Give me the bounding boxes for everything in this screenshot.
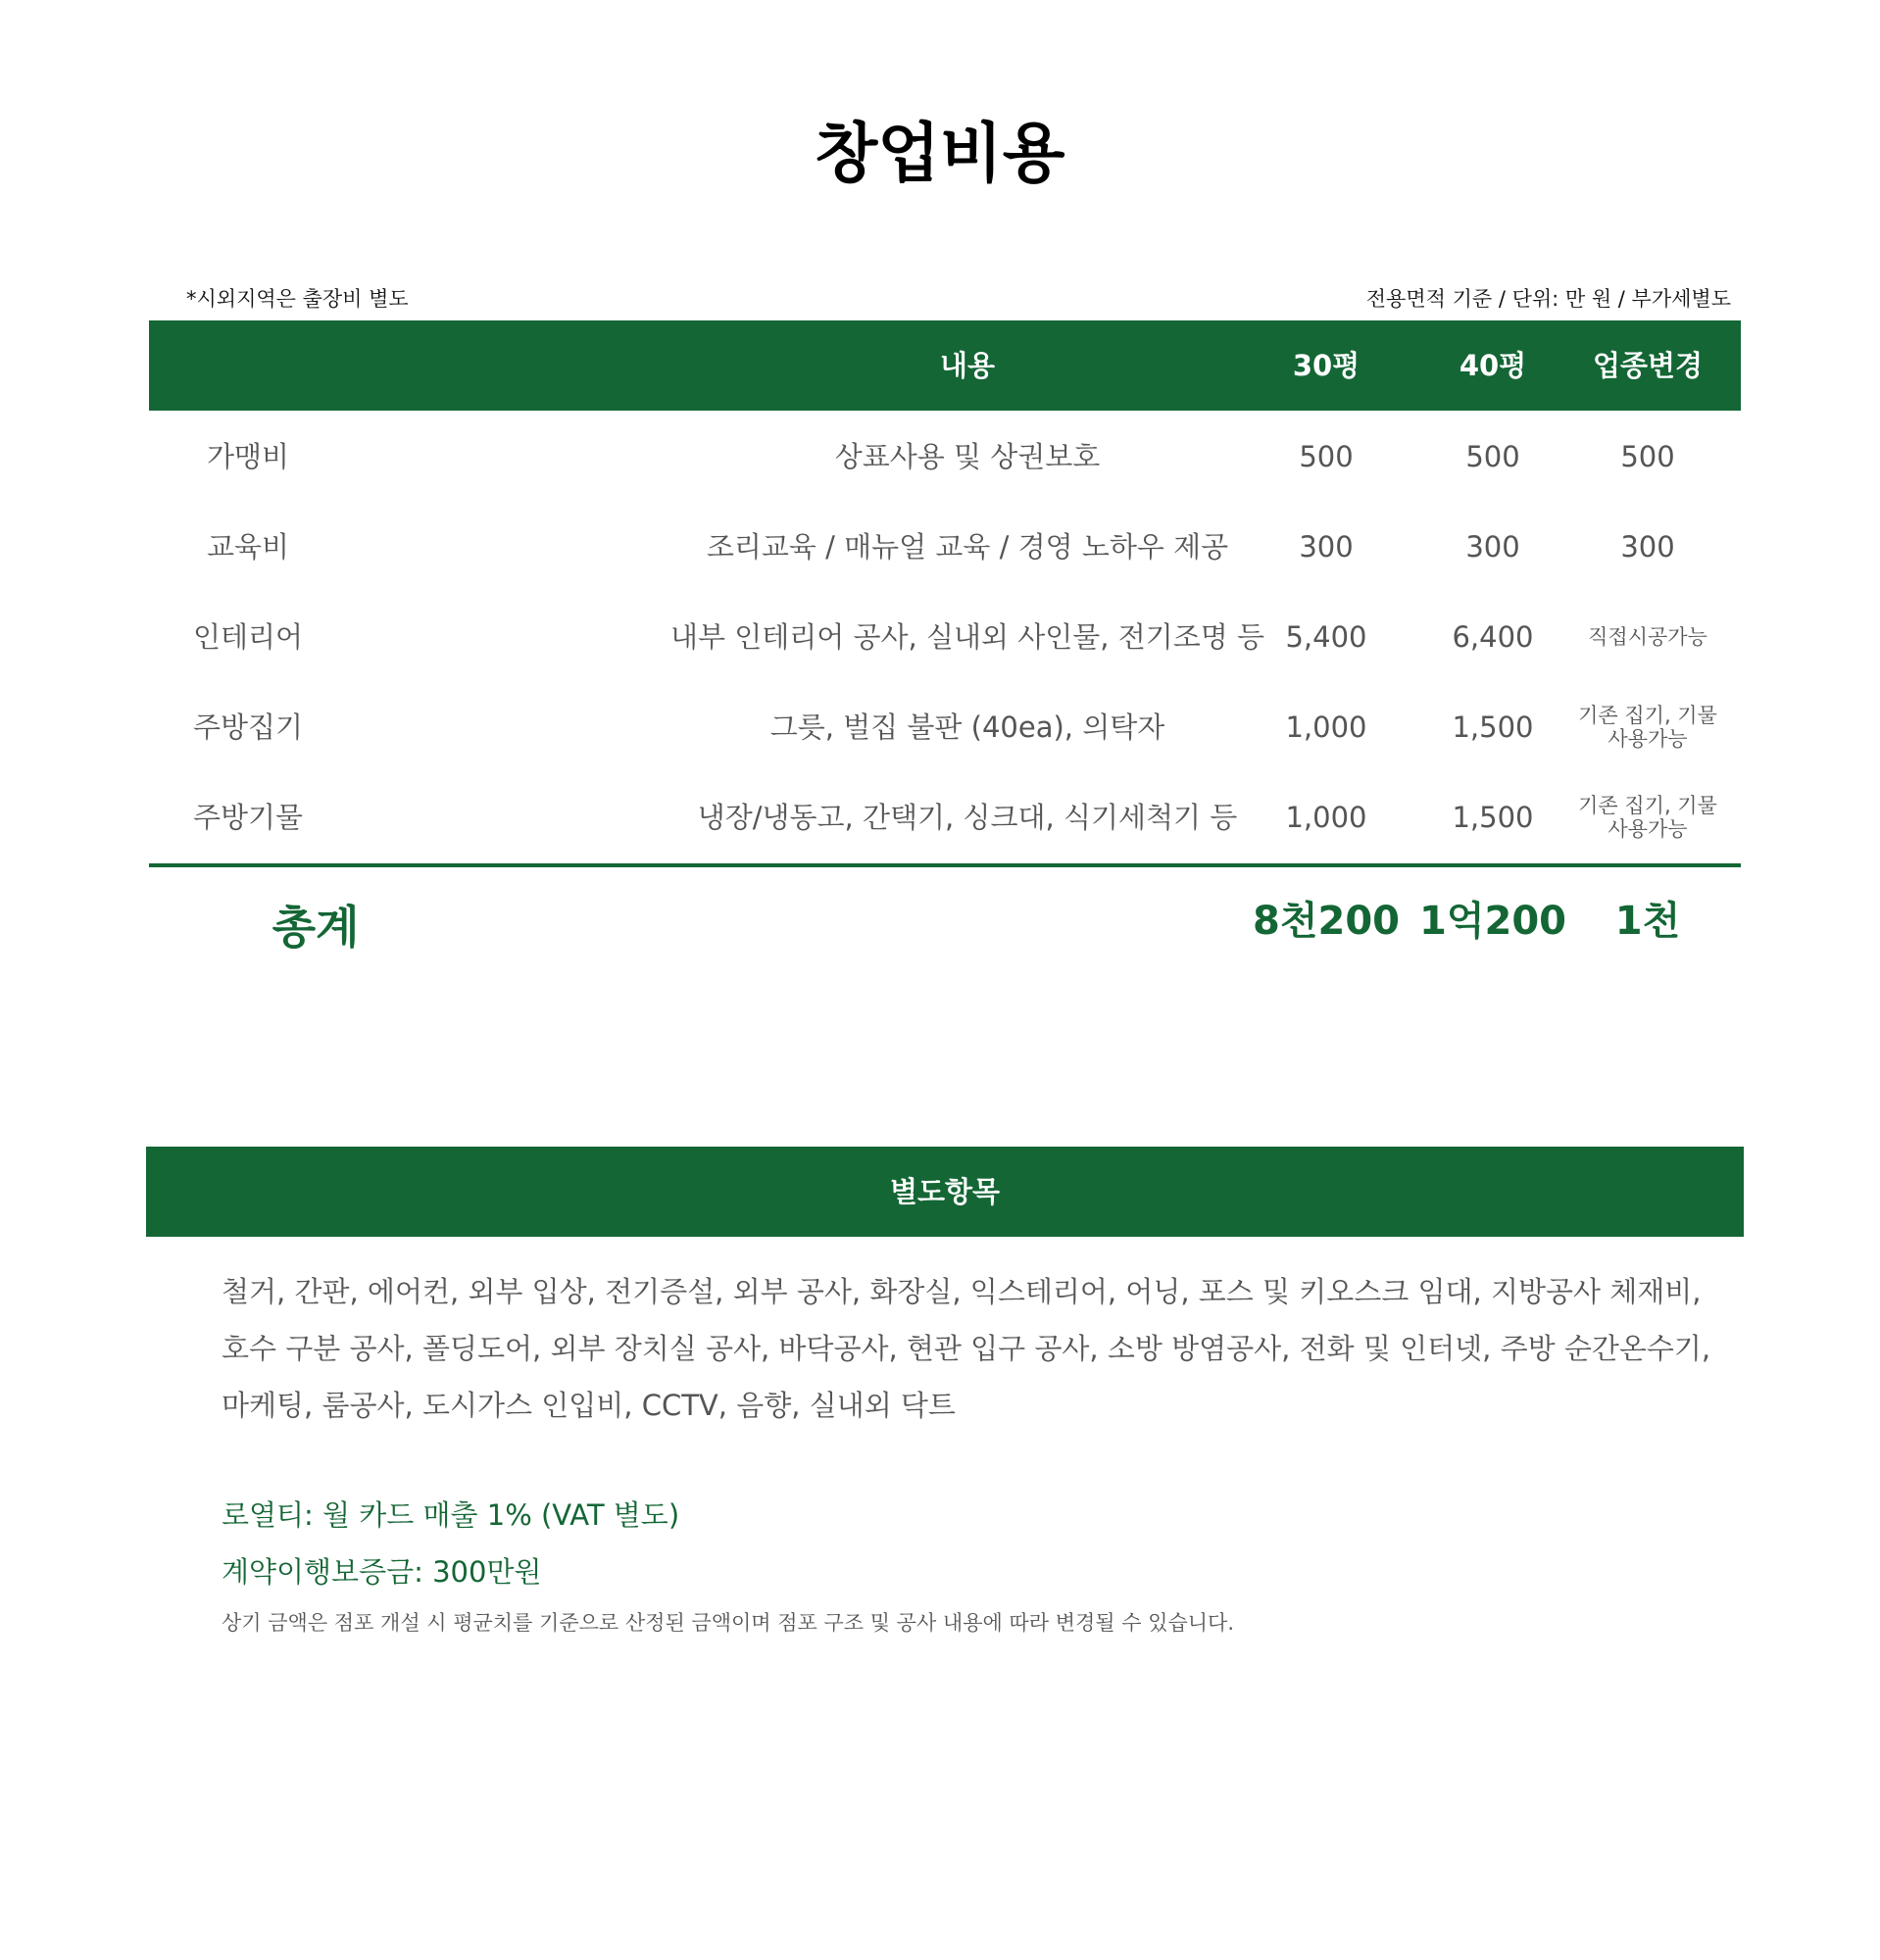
row-change [1555,794,1741,841]
row-change-line2: 사용가능 [1608,727,1688,751]
extras-heading: 별도항목 [146,1147,1744,1237]
row-change: 500 [1620,440,1675,473]
row-change: 직접시공가능 [1588,625,1707,649]
total-change: 1천 [1614,899,1681,944]
cost-table-header [149,320,1741,411]
unit-note: 전용면적 기준 / 단위: 만 원 / 부가세별도 [1365,287,1731,311]
row-item: 가맹비 [206,440,290,473]
row-change: 300 [1620,530,1675,564]
row-40py: 6,400 [1452,620,1534,654]
total-row [149,877,1741,965]
table-divider [149,863,1741,867]
total-label: 총계 [272,901,360,954]
row-content: 조리교육 / 매뉴얼 교육 / 경영 노하우 제공 [706,530,1229,564]
row-30py: 1,000 [1285,801,1367,834]
row-change-line2: 사용가능 [1608,817,1688,841]
row-item: 교육비 [206,530,290,564]
extras-line: 철거, 간판, 에어컨, 외부 입상, 전기증설, 외부 공사, 화장실, 익스테리어, 어닝, 포스 및 키오스크 임대, 지방공사 체재비, [222,1275,1702,1308]
row-30py: 1,000 [1285,710,1367,744]
page-title: 창업비용 [815,116,1065,191]
row-content: 냉장/냉동고, 간택기, 싱크대, 식기세척기 등 [697,801,1238,834]
row-content: 내부 인테리어 공사, 실내외 사인물, 전기조명 등 [669,620,1264,654]
row-30py: 5,400 [1285,620,1367,654]
table-row [149,412,1741,502]
table-row [149,682,1741,772]
total-30py: 8천200 [1253,899,1400,944]
footnote: 상기 금액은 점포 개설 시 평균치를 기준으로 산정된 금액이며 점포 구조 및 공사 내용에 따라 변경될 수 있습니다. [222,1611,1235,1635]
row-item: 주방기물 [192,801,304,834]
row-content: 상표사용 및 상권보호 [834,440,1101,473]
extras-line: 호수 구분 공사, 폴딩도어, 외부 장치실 공사, 바닥공사, 현관 입구 공사, 소방 방염공사, 전화 및 인터넷, 주방 순간온수기, [222,1332,1711,1365]
row-change-line1: 기존 집기, 기물 [1578,704,1717,727]
deposit-text: 계약이행보증금: 300만원 [222,1555,542,1589]
row-item: 인테리어 [192,620,304,654]
extras-line: 마케팅, 룸공사, 도시가스 인입비, CCTV, 음향, 실내외 닥트 [222,1389,956,1422]
total-40py: 1억200 [1419,899,1566,944]
table-row [149,772,1741,862]
royalty-text: 로열티: 월 카드 매출 1% (VAT 별도) [222,1498,680,1532]
row-30py: 500 [1299,440,1354,473]
table-row [149,592,1741,682]
travel-cost-note: *시외지역은 출장비 별도 [186,287,409,311]
row-40py: 500 [1465,440,1520,473]
row-item: 주방집기 [192,710,304,744]
header-content: 내용 [939,349,996,382]
row-30py: 300 [1299,530,1354,564]
row-40py: 1,500 [1452,801,1534,834]
header-change: 업종변경 [1592,349,1704,382]
row-40py: 1,500 [1452,710,1534,744]
header-40py: 40평 [1459,349,1527,382]
table-row [149,502,1741,592]
row-change [1555,704,1741,751]
header-30py: 30평 [1292,349,1361,382]
row-content: 그릇, 벌집 불판 (40ea), 의탁자 [769,710,1165,744]
row-40py: 300 [1465,530,1520,564]
row-change-line1: 기존 집기, 기물 [1578,794,1717,817]
